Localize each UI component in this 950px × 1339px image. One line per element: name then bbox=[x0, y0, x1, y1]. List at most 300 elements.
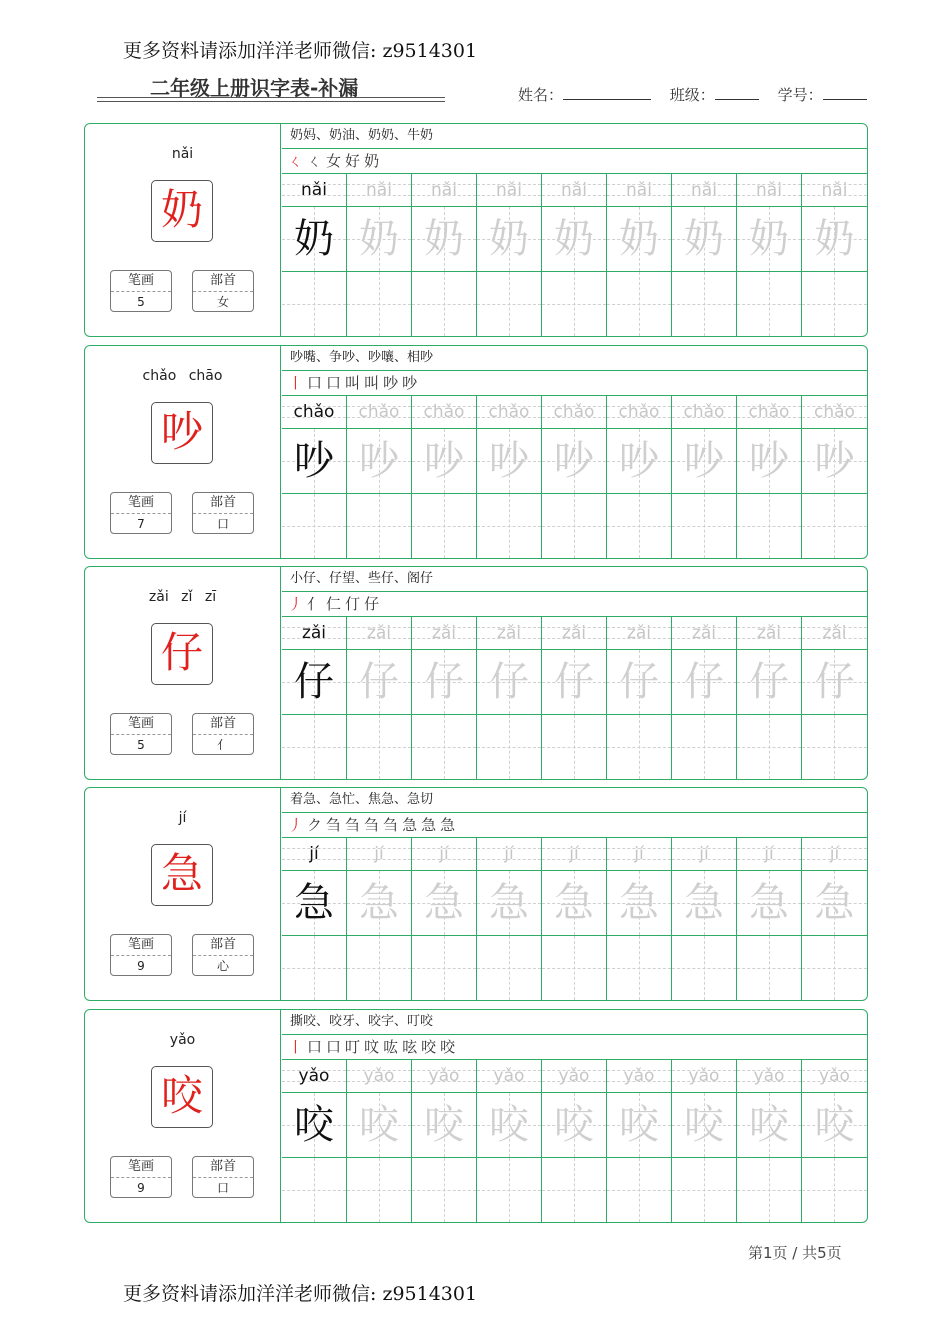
practice-grid bbox=[282, 1060, 867, 1224]
pinyin-text: zǎi bbox=[822, 623, 847, 643]
empty-writing-cell[interactable] bbox=[347, 1158, 412, 1222]
word-examples: 吵嘴、争吵、吵嚷、相吵 bbox=[282, 346, 867, 371]
practice-grid bbox=[282, 838, 867, 1002]
radical-value: 口 bbox=[216, 517, 229, 531]
stroke-step: 刍 bbox=[364, 816, 380, 834]
stroke-step: ク bbox=[307, 816, 323, 834]
stroke-step: 好 bbox=[345, 152, 361, 170]
empty-writing-cell[interactable] bbox=[412, 272, 477, 336]
trace-character-cell[interactable] bbox=[477, 1093, 542, 1157]
empty-writing-cell[interactable] bbox=[802, 936, 867, 1000]
trace-character-cell[interactable] bbox=[672, 207, 737, 271]
empty-writing-cell[interactable] bbox=[347, 936, 412, 1000]
radical-box bbox=[192, 1156, 254, 1198]
pinyin-cell[interactable] bbox=[607, 838, 672, 870]
trace-character-cell[interactable] bbox=[477, 650, 542, 714]
empty-writing-cell[interactable] bbox=[737, 936, 802, 1000]
pinyin-cell[interactable] bbox=[542, 174, 607, 206]
empty-writing-cell[interactable] bbox=[607, 936, 672, 1000]
card-info-panel bbox=[85, 788, 281, 1000]
pinyin-text: nǎi bbox=[756, 180, 782, 200]
stroke-step: 吵 bbox=[402, 374, 418, 392]
pinyin-header: yǎo bbox=[169, 1032, 196, 1048]
pinyin-cell[interactable] bbox=[607, 174, 672, 206]
pinyin-text: yǎo bbox=[558, 1066, 590, 1086]
pinyin-text: yǎo bbox=[753, 1066, 785, 1086]
stroke-step: 口 bbox=[307, 1038, 323, 1056]
empty-writing-cell[interactable] bbox=[672, 1158, 737, 1222]
writing-row bbox=[282, 494, 867, 558]
empty-writing-cell[interactable] bbox=[282, 936, 347, 1000]
trace-character-cell[interactable] bbox=[607, 207, 672, 271]
title-underline-1 bbox=[97, 97, 445, 98]
pinyin-text: yǎo bbox=[493, 1066, 525, 1086]
pinyin-cell[interactable] bbox=[802, 617, 867, 649]
empty-writing-cell[interactable] bbox=[477, 494, 542, 558]
model-character-cell bbox=[282, 207, 347, 271]
trace-character: 急 bbox=[294, 880, 334, 926]
pinyin-cell[interactable] bbox=[802, 838, 867, 870]
pinyin-text: nǎi bbox=[626, 180, 652, 200]
trace-character: 吵 bbox=[424, 438, 464, 484]
trace-character: 咬 bbox=[359, 1102, 399, 1148]
empty-writing-cell[interactable] bbox=[672, 715, 737, 779]
stroke-step: 奶 bbox=[364, 152, 380, 170]
stroke-order bbox=[282, 813, 867, 838]
practice-grid bbox=[282, 396, 867, 560]
trace-character-cell[interactable] bbox=[542, 1093, 607, 1157]
trace-row bbox=[282, 1093, 867, 1158]
pinyin-cell[interactable] bbox=[542, 396, 607, 428]
trace-character-cell[interactable] bbox=[347, 429, 412, 493]
trace-character-cell[interactable] bbox=[737, 871, 802, 935]
trace-character-cell[interactable] bbox=[802, 207, 867, 271]
trace-character-cell[interactable] bbox=[347, 207, 412, 271]
pinyin-cell[interactable] bbox=[802, 396, 867, 428]
trace-character-cell[interactable] bbox=[802, 871, 867, 935]
stroke-step: 亻 bbox=[307, 595, 323, 613]
top-note: 更多资料请添加洋洋老师微信: z9514301 bbox=[123, 40, 478, 62]
trace-character: 奶 bbox=[684, 216, 724, 262]
pinyin-cell[interactable] bbox=[737, 838, 802, 870]
stroke-step: 丨 bbox=[288, 1038, 304, 1056]
empty-writing-cell[interactable] bbox=[542, 715, 607, 779]
trace-character: 奶 bbox=[359, 216, 399, 262]
pinyin-cell[interactable] bbox=[737, 617, 802, 649]
pinyin-header: jí bbox=[178, 810, 187, 826]
trace-character: 急 bbox=[684, 880, 724, 926]
radical-box bbox=[192, 270, 254, 312]
pinyin-cell[interactable] bbox=[607, 617, 672, 649]
trace-character: 急 bbox=[489, 880, 529, 926]
trace-character: 奶 bbox=[554, 216, 594, 262]
pinyin-cell[interactable] bbox=[347, 396, 412, 428]
pinyin-header: zǎi zǐ zī bbox=[148, 589, 217, 605]
trace-character-cell[interactable] bbox=[347, 871, 412, 935]
pinyin-cell[interactable] bbox=[477, 174, 542, 206]
empty-writing-cell[interactable] bbox=[802, 1158, 867, 1222]
stroke-step: 叮 bbox=[345, 1038, 361, 1056]
stroke-step: 咬 bbox=[440, 1038, 456, 1056]
trace-character-cell[interactable] bbox=[477, 871, 542, 935]
pinyin-text: nǎi bbox=[431, 180, 457, 200]
empty-writing-cell[interactable] bbox=[542, 272, 607, 336]
trace-character: 仔 bbox=[749, 659, 789, 705]
empty-writing-cell[interactable] bbox=[737, 494, 802, 558]
empty-writing-cell[interactable] bbox=[477, 715, 542, 779]
radical-box bbox=[192, 713, 254, 755]
pinyin-cell[interactable] bbox=[412, 174, 477, 206]
pinyin-text: chǎo bbox=[423, 402, 465, 422]
trace-character-cell[interactable] bbox=[737, 207, 802, 271]
trace-character: 吵 bbox=[554, 438, 594, 484]
trace-character: 咬 bbox=[619, 1102, 659, 1148]
empty-writing-cell[interactable] bbox=[802, 272, 867, 336]
stroke-step: 叫 bbox=[345, 374, 361, 392]
word-examples: 小仔、仔望、些仔、阁仔 bbox=[282, 567, 867, 592]
pinyin-text: zǎi bbox=[691, 623, 717, 643]
character-card bbox=[84, 787, 868, 1001]
empty-writing-cell[interactable] bbox=[347, 715, 412, 779]
big-character: 急 bbox=[151, 844, 213, 906]
trace-character: 吵 bbox=[619, 438, 659, 484]
trace-character-cell[interactable] bbox=[542, 871, 607, 935]
pinyin-cell bbox=[282, 617, 347, 649]
model-character-cell bbox=[282, 1093, 347, 1157]
empty-writing-cell[interactable] bbox=[672, 936, 737, 1000]
pinyin-cell[interactable] bbox=[802, 1060, 867, 1092]
pinyin-row bbox=[282, 396, 867, 429]
model-character-cell bbox=[282, 429, 347, 493]
stroke-step: 咬 bbox=[421, 1038, 437, 1056]
word-examples: 奶妈、奶油、奶奶、牛奶 bbox=[282, 124, 867, 149]
trace-character-cell[interactable] bbox=[542, 429, 607, 493]
trace-character: 吵 bbox=[489, 438, 529, 484]
stroke-step: 丨 bbox=[288, 374, 304, 392]
trace-character-cell[interactable] bbox=[737, 1093, 802, 1157]
trace-character: 咬 bbox=[424, 1102, 464, 1148]
page-number: 第1页 / 共5页 bbox=[748, 1244, 842, 1262]
card-info-panel bbox=[85, 567, 281, 779]
stroke-count-value: 5 bbox=[137, 738, 145, 752]
empty-writing-cell[interactable] bbox=[802, 715, 867, 779]
radical-box bbox=[192, 492, 254, 534]
card-info-panel bbox=[85, 124, 281, 336]
stroke-step: 口 bbox=[307, 374, 323, 392]
practice-area bbox=[282, 788, 867, 1000]
pinyin-cell[interactable] bbox=[737, 1060, 802, 1092]
pinyin-text: chǎo bbox=[748, 402, 790, 422]
trace-character: 咬 bbox=[294, 1102, 334, 1148]
trace-character-cell[interactable] bbox=[672, 650, 737, 714]
empty-writing-cell[interactable] bbox=[282, 494, 347, 558]
trace-character-cell[interactable] bbox=[672, 429, 737, 493]
empty-writing-cell[interactable] bbox=[802, 494, 867, 558]
class-field[interactable] bbox=[715, 85, 759, 100]
pinyin-cell[interactable] bbox=[542, 1060, 607, 1092]
trace-character: 仔 bbox=[489, 659, 529, 705]
empty-writing-cell[interactable] bbox=[607, 494, 672, 558]
trace-character-cell[interactable] bbox=[672, 871, 737, 935]
trace-row bbox=[282, 429, 867, 494]
pinyin-text: chǎo bbox=[488, 402, 530, 422]
pinyin-text: zǎi bbox=[626, 623, 652, 643]
trace-character-cell[interactable] bbox=[607, 429, 672, 493]
trace-character: 奶 bbox=[619, 216, 659, 262]
empty-writing-cell[interactable] bbox=[737, 1158, 802, 1222]
pinyin-cell[interactable] bbox=[347, 617, 412, 649]
pinyin-row bbox=[282, 838, 867, 871]
trace-character-cell[interactable] bbox=[802, 429, 867, 493]
radical-value: 心 bbox=[216, 959, 229, 973]
pinyin-text: jí bbox=[829, 844, 840, 864]
pinyin-cell[interactable] bbox=[542, 617, 607, 649]
pinyin-text: nǎi bbox=[366, 180, 392, 200]
pinyin-cell bbox=[282, 396, 347, 428]
pinyin-cell[interactable] bbox=[477, 617, 542, 649]
pinyin-cell[interactable] bbox=[737, 396, 802, 428]
pinyin-cell[interactable] bbox=[672, 396, 737, 428]
trace-character-cell[interactable] bbox=[607, 1093, 672, 1157]
stroke-count-box bbox=[110, 934, 172, 976]
writing-row bbox=[282, 272, 867, 336]
pinyin-cell[interactable] bbox=[477, 1060, 542, 1092]
stroke-count-label: 笔画 bbox=[111, 935, 171, 956]
stroke-step: 女 bbox=[326, 152, 342, 170]
pinyin-text: jí bbox=[634, 844, 644, 864]
pinyin-text: zǎi bbox=[301, 623, 327, 643]
pinyin-cell[interactable] bbox=[672, 174, 737, 206]
number-label: 学号： bbox=[777, 86, 823, 104]
trace-character: 仔 bbox=[814, 659, 855, 705]
trace-character-cell[interactable] bbox=[477, 207, 542, 271]
trace-character-cell[interactable] bbox=[737, 650, 802, 714]
stroke-step: 呅 bbox=[364, 1038, 380, 1056]
pinyin-text: nǎi bbox=[821, 180, 848, 200]
pinyin-text: jí bbox=[374, 844, 384, 864]
trace-character-cell[interactable] bbox=[412, 207, 477, 271]
pinyin-row bbox=[282, 174, 867, 207]
trace-character: 急 bbox=[749, 880, 789, 926]
stroke-count-value: 5 bbox=[137, 295, 145, 309]
pinyin-text: jí bbox=[569, 844, 579, 864]
empty-writing-cell[interactable] bbox=[347, 494, 412, 558]
empty-writing-cell[interactable] bbox=[672, 272, 737, 336]
practice-area bbox=[282, 1010, 867, 1222]
stroke-count-value: 7 bbox=[137, 517, 145, 531]
pinyin-cell[interactable] bbox=[737, 174, 802, 206]
pinyin-text: yǎo bbox=[623, 1066, 655, 1086]
big-character: 吵 bbox=[151, 402, 213, 464]
trace-character: 仔 bbox=[294, 659, 334, 705]
practice-grid bbox=[282, 617, 867, 781]
stroke-count-label: 笔画 bbox=[111, 271, 171, 292]
empty-writing-cell[interactable] bbox=[477, 272, 542, 336]
card-info-panel bbox=[85, 1010, 281, 1222]
model-character-cell bbox=[282, 650, 347, 714]
pinyin-cell[interactable] bbox=[672, 1060, 737, 1092]
radical-value: 口 bbox=[216, 1181, 229, 1195]
pinyin-text: chǎo bbox=[683, 402, 725, 422]
trace-character-cell[interactable] bbox=[477, 429, 542, 493]
character-card bbox=[84, 566, 868, 780]
empty-writing-cell[interactable] bbox=[542, 494, 607, 558]
trace-character-cell[interactable] bbox=[672, 1093, 737, 1157]
stroke-order bbox=[282, 1035, 867, 1060]
stroke-order bbox=[282, 371, 867, 396]
empty-writing-cell[interactable] bbox=[737, 715, 802, 779]
empty-writing-cell[interactable] bbox=[542, 1158, 607, 1222]
pinyin-cell[interactable] bbox=[607, 1060, 672, 1092]
practice-area bbox=[282, 567, 867, 779]
model-character-cell bbox=[282, 871, 347, 935]
stroke-order bbox=[282, 592, 867, 617]
bottom-note: 更多资料请添加洋洋老师微信: z9514301 bbox=[123, 1283, 478, 1305]
pinyin-cell[interactable] bbox=[412, 396, 477, 428]
empty-writing-cell[interactable] bbox=[607, 715, 672, 779]
trace-character: 奶 bbox=[814, 216, 855, 262]
stroke-step: 急 bbox=[402, 816, 418, 834]
number-field[interactable] bbox=[823, 85, 867, 100]
word-examples: 撕咬、咬牙、咬字、叮咬 bbox=[282, 1010, 867, 1035]
empty-writing-cell[interactable] bbox=[477, 1158, 542, 1222]
trace-character: 咬 bbox=[814, 1102, 855, 1148]
empty-writing-cell[interactable] bbox=[347, 272, 412, 336]
pinyin-cell[interactable] bbox=[347, 838, 412, 870]
pinyin-text: chǎo bbox=[293, 402, 335, 422]
trace-character-cell[interactable] bbox=[412, 871, 477, 935]
empty-writing-cell[interactable] bbox=[737, 272, 802, 336]
empty-writing-cell[interactable] bbox=[282, 715, 347, 779]
stroke-count-label: 笔画 bbox=[111, 1157, 171, 1178]
trace-character-cell[interactable] bbox=[412, 429, 477, 493]
pinyin-cell bbox=[282, 174, 347, 206]
pinyin-text: zǎi bbox=[561, 623, 587, 643]
stroke-step: 刍 bbox=[383, 816, 399, 834]
trace-character: 奶 bbox=[489, 216, 529, 262]
stroke-step: 急 bbox=[440, 816, 456, 834]
trace-character-cell[interactable] bbox=[347, 650, 412, 714]
trace-character-cell[interactable] bbox=[607, 650, 672, 714]
trace-character-cell[interactable] bbox=[412, 1093, 477, 1157]
pinyin-cell[interactable] bbox=[672, 838, 737, 870]
trace-character: 急 bbox=[359, 880, 399, 926]
pinyin-text: yǎo bbox=[428, 1066, 460, 1086]
pinyin-row bbox=[282, 617, 867, 650]
pinyin-cell[interactable] bbox=[672, 617, 737, 649]
stroke-step: 刍 bbox=[326, 816, 342, 834]
pinyin-cell[interactable] bbox=[412, 838, 477, 870]
trace-character-cell[interactable] bbox=[347, 1093, 412, 1157]
trace-character: 仔 bbox=[424, 659, 464, 705]
trace-character-cell[interactable] bbox=[542, 650, 607, 714]
pinyin-cell[interactable] bbox=[542, 838, 607, 870]
pinyin-cell[interactable] bbox=[802, 174, 867, 206]
trace-character: 吵 bbox=[684, 438, 724, 484]
student-info bbox=[518, 84, 867, 105]
big-character: 咬 bbox=[151, 1066, 213, 1128]
pinyin-cell[interactable] bbox=[412, 617, 477, 649]
pinyin-text: yǎo bbox=[819, 1066, 850, 1086]
pinyin-cell[interactable] bbox=[412, 1060, 477, 1092]
empty-writing-cell[interactable] bbox=[412, 494, 477, 558]
pinyin-cell[interactable] bbox=[347, 174, 412, 206]
trace-character-cell[interactable] bbox=[412, 650, 477, 714]
trace-character: 奶 bbox=[749, 216, 789, 262]
trace-character: 急 bbox=[424, 880, 464, 926]
empty-writing-cell[interactable] bbox=[282, 272, 347, 336]
trace-row bbox=[282, 871, 867, 936]
empty-writing-cell[interactable] bbox=[282, 1158, 347, 1222]
pinyin-text: jí bbox=[439, 844, 449, 864]
stroke-step: ㄑ bbox=[288, 152, 304, 170]
empty-writing-cell[interactable] bbox=[607, 1158, 672, 1222]
empty-writing-cell[interactable] bbox=[412, 1158, 477, 1222]
empty-writing-cell[interactable] bbox=[412, 936, 477, 1000]
stroke-step: ㄑ bbox=[307, 152, 323, 170]
pinyin-cell bbox=[282, 838, 347, 870]
name-label: 姓名： bbox=[518, 86, 564, 104]
empty-writing-cell[interactable] bbox=[477, 936, 542, 1000]
pinyin-text: chǎo bbox=[618, 402, 660, 422]
trace-character-cell[interactable] bbox=[542, 207, 607, 271]
pinyin-text: zǎi bbox=[366, 623, 392, 643]
stroke-count-label: 笔画 bbox=[111, 493, 171, 514]
pinyin-text: jí bbox=[764, 844, 774, 864]
empty-writing-cell[interactable] bbox=[412, 715, 477, 779]
stroke-step: 吰 bbox=[383, 1038, 399, 1056]
radical-label: 部首 bbox=[193, 493, 253, 514]
trace-character-cell[interactable] bbox=[802, 1093, 867, 1157]
radical-label: 部首 bbox=[193, 1157, 253, 1178]
empty-writing-cell[interactable] bbox=[607, 272, 672, 336]
radical-label: 部首 bbox=[193, 271, 253, 292]
trace-character: 吵 bbox=[749, 438, 789, 484]
stroke-step: 刍 bbox=[345, 816, 361, 834]
stroke-count-value: 9 bbox=[137, 1181, 145, 1195]
empty-writing-cell[interactable] bbox=[542, 936, 607, 1000]
empty-writing-cell[interactable] bbox=[672, 494, 737, 558]
stroke-order bbox=[282, 149, 867, 174]
class-label: 班级： bbox=[669, 86, 715, 104]
stroke-step: 呟 bbox=[402, 1038, 418, 1056]
trace-character: 仔 bbox=[554, 659, 594, 705]
trace-row bbox=[282, 207, 867, 272]
practice-area bbox=[282, 124, 867, 336]
pinyin-cell[interactable] bbox=[477, 396, 542, 428]
character-card bbox=[84, 345, 868, 559]
pinyin-cell[interactable] bbox=[607, 396, 672, 428]
big-character: 仔 bbox=[151, 623, 213, 685]
trace-character-cell[interactable] bbox=[607, 871, 672, 935]
pinyin-text: zǎi bbox=[756, 623, 782, 643]
pinyin-cell[interactable] bbox=[477, 838, 542, 870]
trace-character: 咬 bbox=[554, 1102, 594, 1148]
trace-character-cell[interactable] bbox=[737, 429, 802, 493]
trace-character: 吵 bbox=[294, 438, 334, 484]
trace-character-cell[interactable] bbox=[802, 650, 867, 714]
name-field[interactable] bbox=[563, 85, 651, 100]
stroke-count-box bbox=[110, 270, 172, 312]
radical-value: 亻 bbox=[216, 738, 229, 752]
pinyin-text: zǎi bbox=[431, 623, 457, 643]
pinyin-text: yǎo bbox=[363, 1066, 395, 1086]
trace-character: 急 bbox=[554, 880, 594, 926]
page-title: 二年级上册识字表-补漏 bbox=[150, 76, 359, 100]
writing-row bbox=[282, 936, 867, 1000]
stroke-step: 丿 bbox=[288, 595, 304, 613]
pinyin-cell[interactable] bbox=[347, 1060, 412, 1092]
